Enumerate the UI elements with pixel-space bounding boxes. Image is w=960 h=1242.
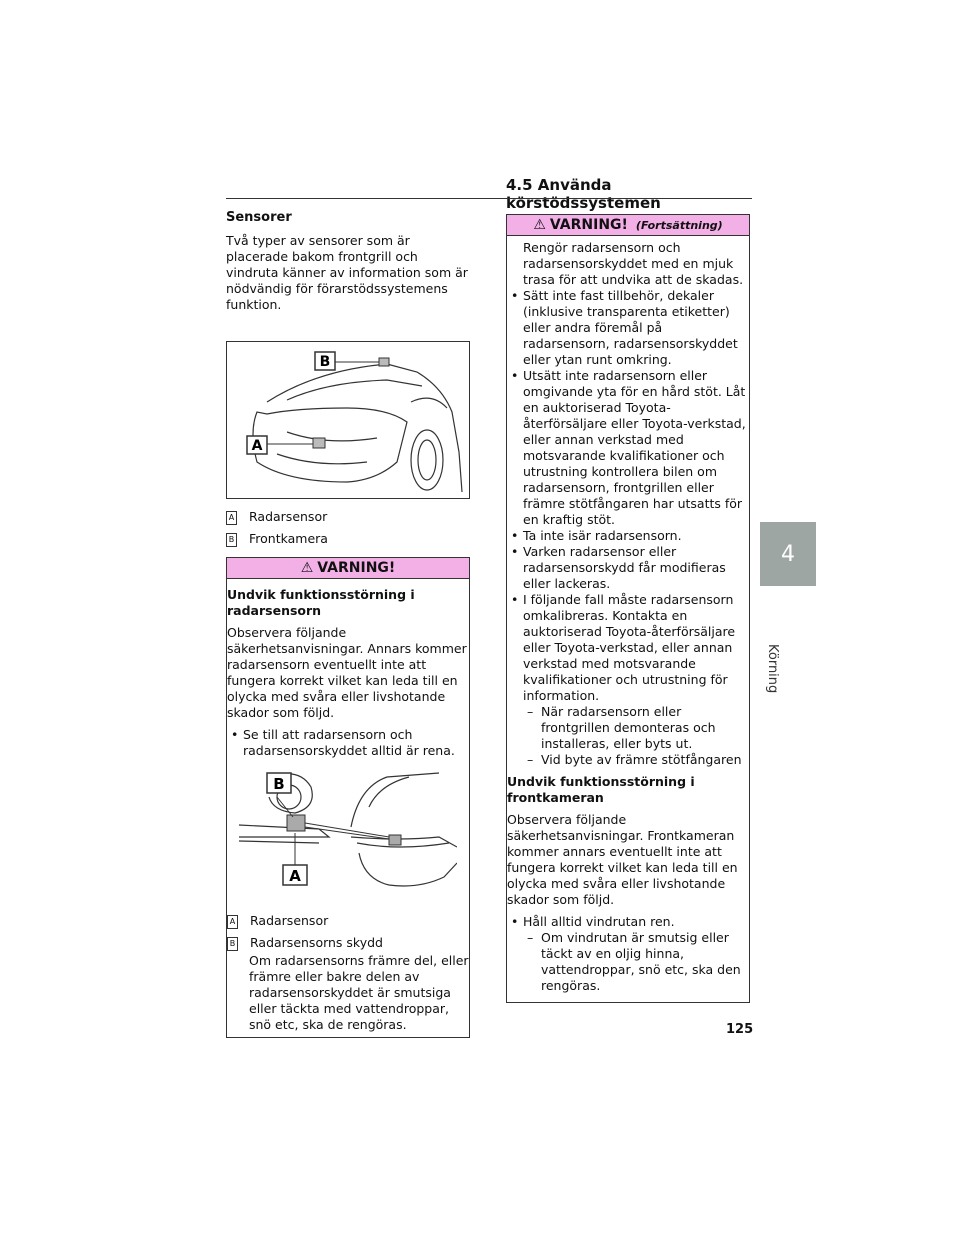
sensors-intro: Två typer av sensorer som är placerade bakom frontgrill och vindruta känner av information som är nödvändig för förarstödssystemens funktion. [226, 233, 468, 312]
list-item: • Se till att radarsensorn och radarsensorskyddet alltid är rena. [227, 727, 469, 759]
warning-icon: ⚠ [533, 217, 546, 233]
warning-heading: VARNING! [317, 560, 396, 576]
warning-body [227, 579, 469, 1037]
warning-intro: Observera följande säkerhetsanvisningar. Frontkameran kommer annars eventuellt inte att fungera korrekt vilket kan leda till en olycka med svåra eller livshotande skador som följd. [507, 812, 738, 907]
warning-legend [227, 913, 469, 1033]
list-item: • Utsätt inte radarsensorn eller omgivande yta för en hård stöt. Låt en auktoriserad Toyota-återförsäljare eller Toyota-verkstad, eller annan verkstad med motsvarande kvalifikationer och utrustning kontrollera bilen om radarsensorn, frontgrillen eller främre stötfångaren har utsatts för en kraftig stöt. [507, 368, 749, 528]
header-divider [226, 198, 752, 199]
warning-box [226, 557, 470, 1038]
warning-header [227, 558, 469, 579]
legend-item [227, 913, 469, 929]
warning-heading: VARNING! [549, 217, 628, 233]
continued-label: (Fortsättning) [635, 218, 723, 232]
label-b-text: B [273, 775, 285, 793]
page-number: 125 [726, 1022, 754, 1037]
list-subitem: – När radarsensorn eller frontgrillen demonteras och installeras, eller byts ut. [507, 704, 749, 752]
legend-text: Radarsensorns skydd [250, 935, 383, 950]
label-a-text: A [251, 438, 263, 454]
sensors-legend [226, 509, 472, 547]
list-item: • Håll alltid vindrutan ren. [507, 914, 749, 930]
warning-box-continued [506, 214, 750, 1003]
legend-item [226, 531, 472, 547]
legend-text: Radarsensor [249, 509, 328, 524]
warning-title: Undvik funktionsstörning i radarsensorn [227, 587, 415, 618]
warning-icon: ⚠ [300, 560, 314, 576]
radar-closeup-figure [239, 767, 457, 899]
label-a-text: A [289, 867, 301, 885]
legend-text: Frontkamera [249, 531, 328, 546]
car-sensor-figure [226, 341, 470, 499]
legend-item [226, 509, 472, 525]
warning-bullets [507, 288, 749, 768]
chapter-tab[interactable]: 4 [760, 522, 816, 586]
legend-text: Radarsensor [250, 913, 329, 928]
warning-intro: Observera följande säkerhetsanvisningar. Annars kommer radarsensorn eventuellt inte att fungera korrekt vilket kan leda till en olycka med svåra eller livshotande skador som följd. [227, 625, 467, 720]
legend-note: Om radarsensorns främre del, eller främre eller bakre delen av radarsensorskyddet är smutsiga eller täckta med vattendroppar, snö etc, ska de rengöras. [249, 953, 469, 1032]
sensors-heading: Sensorer [226, 210, 292, 225]
car-illustration [227, 342, 469, 498]
legend-key: A [227, 915, 238, 929]
list-item: • Sätt inte fast tillbehör, dekaler (inklusive transparenta etiketter) eller andra föremål på radarsensorn, radarsensorskyddet eller ytan runt omkring. [507, 288, 749, 368]
label-b-text: B [319, 354, 331, 370]
warning-header [507, 215, 749, 236]
list-item: • Ta inte isär radarsensorn. [507, 528, 749, 544]
list-subitem: – Om vindrutan är smutsig eller täckt av en oljig hinna, vattendroppar, snö etc, ska den rengöras. [507, 930, 749, 994]
radar-closeup-illustration [239, 767, 457, 899]
section-title: 4.5 Använda körstödssystemen [506, 176, 661, 212]
warning-bullets [227, 727, 469, 759]
chapter-label [765, 600, 808, 694]
legend-key: B [226, 533, 237, 547]
running-header [506, 176, 752, 212]
warning-title: Undvik funktionsstörning i frontkameran [507, 774, 695, 805]
list-item: • Varken radarsensor eller radarsensorskydd får modifieras eller lackeras. [507, 544, 749, 592]
list-item: • I följande fall måste radarsensorn omkalibreras. Kontakta en auktoriserad Toyota-återförsäljare eller Toyota-verkstad, eller annan verkstad med motsvarande kvalifikationer och utrustning för information. [507, 592, 749, 704]
legend-key: B [227, 937, 238, 951]
chapter-label-text: Körning [765, 644, 780, 694]
list-subitem: – Vid byte av främre stötfångaren [507, 752, 749, 768]
warning-body [507, 236, 749, 1002]
left-column [226, 210, 472, 1038]
warning-bullets [507, 914, 749, 994]
legend-item [227, 935, 469, 951]
legend-key: A [226, 511, 237, 525]
continued-lead: Rengör radarsensorn och radarsensorskyddet med en mjuk trasa för att undvika att de skadas. [523, 240, 744, 287]
right-column [506, 214, 752, 1003]
